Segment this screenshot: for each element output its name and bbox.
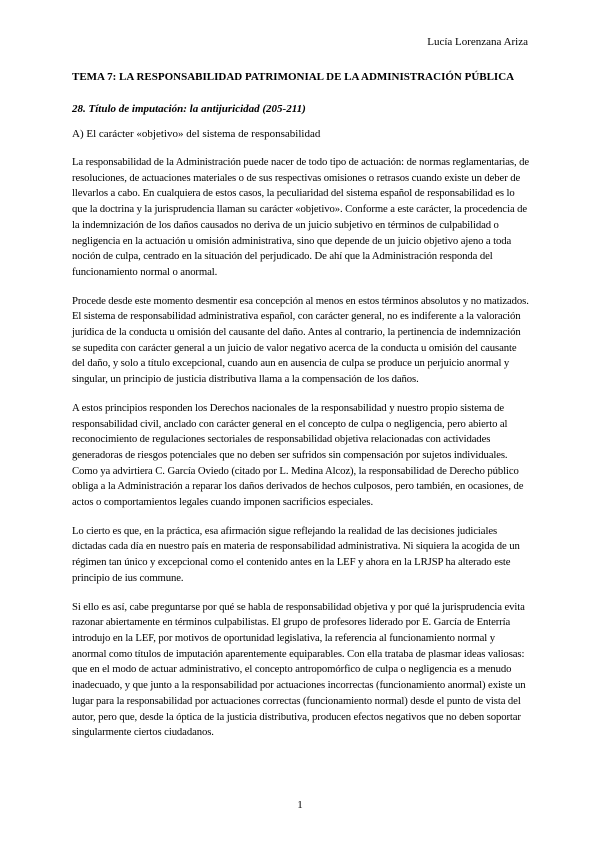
paragraph-5: Si ello es así, cabe preguntarse por qué se habla de responsabilidad objetiva y por qué la jurisprudencia evita razonar abiertamente en términos culpabilistas. El grupo de profesores liderado por E. García de Enterría introdujo en la LEF, por motivos de oportunidad legislativa, la referencia al funcionamiento normal y anormal como títulos de imputación aparentemente equiparables. Con ella trataba de plasmar ideas valiosas: que en el modo de actuar administrativo, el concepto antropomórfico de culpa o negligencia es a menudo inadecuado, y que junto a la responsabilidad por actuaciones incorrectas (funcionamiento anormal) existe un lugar para la responsabilidad por actuaciones correctas (funcionamiento normal) desde el punto de vista del autor, pero que, desde la óptica de la justicia distributiva, producen efectos negativos que no deben soportar singularmente ciertos ciudadanos. xyxy=(72,600,526,739)
paragraph-1: La responsabilidad de la Administración puede nacer de todo tipo de actuación: de normas reglamentarias, de resoluciones, de actuaciones materiales o de sus respectivas omisiones o retrasos cuando existe un deber de llevarlos a cabo. En cualquiera de estos casos, la peculiaridad del sistema español de responsabilidad es lo que la doctrina y la jurisprudencia llaman su carácter «objetivo». Conforme a este carácter, la procedencia de la indemnización de los daños causados no deriva de un juicio subjetivo en términos de culpabilidad o negligencia en la actuación u omisión administrativa, sino que depende de un juicio objetivo ajeno a toda noción de culpa, centrado en la situación del perjudicado. De ahí que la Administración responda del funcionamiento normal o anormal. xyxy=(72,156,530,278)
paragraph-4: Lo cierto es que, en la práctica, esa afirmación sigue reflejando la realidad de las decisiones judiciales dictadas cada día en nuestro país en materia de responsabilidad administrativa. Ni siquiera la acogida de un régimen tan único y excepcional como el contenido antes en la LEF y ahora en la LRJSP ha alterado este principio de ius commune. xyxy=(72,524,520,584)
paragraph-2: Procede desde este momento desmentir esa concepción al menos en estos términos absolutos y no matizados. El sistema de responsabilidad administrativa español, con carácter general, no es indiferente a la valoración jurídica de la conducta u omisión del causante del daño. Antes al contrario, la pertinencia de indemnización se supedita con carácter general a un juicio de valor negativo acerca de la conducta u omisión del causante del daño, y solo a título excepcional, cuando aun en ausencia de culpa se produce un perjuicio anormal y singular, un principio de justicia distributiva llama a la compensación de los daños. xyxy=(72,294,529,386)
subsection-title: A) El carácter «objetivo» del sistema de responsabilidad xyxy=(72,128,321,140)
author-header: Lucía Lorenzana Ariza xyxy=(427,36,528,48)
section-title: 28. Título de imputación: la antijuricidad (205-211) xyxy=(72,103,306,115)
page-number: 1 xyxy=(297,799,303,811)
chapter-title: TEMA 7: LA RESPONSABILIDAD PATRIMONIAL DE LA ADMINISTRACIÓN PÚBLICA xyxy=(72,71,515,83)
document-body xyxy=(72,155,530,754)
paragraph-3: A estos principios responden los Derechos nacionales de la responsabilidad y nuestro propio sistema de responsabilidad civil, anclado con carácter general en el concepto de culpa o negligencia, pero abierto al reconocimiento de regulaciones sectoriales de responsabilidad objetiva relacionadas con actividades generadoras de riesgos potenciales que no deben ser sufridos sin compensación por sujetos individuales. Como ya advirtiera C. García Oviedo (citado por L. Medina Alcoz), la responsabilidad de Derecho público obliga a la Administración a reparar los daños derivados de hechos culposos, pero también, en ocasiones, de actos o comportamientos legales cuando imponen sacrificios especiales. xyxy=(72,401,524,509)
